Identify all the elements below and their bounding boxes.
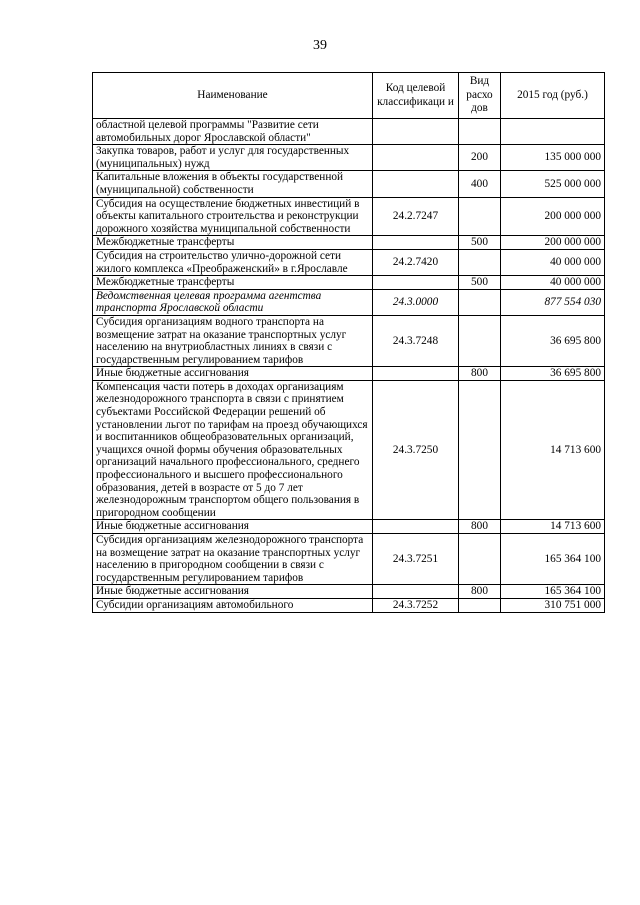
header-code: Код целевой классификаци и xyxy=(373,73,459,119)
cell-code xyxy=(373,367,459,381)
table-row xyxy=(93,585,605,599)
cell-kind xyxy=(459,249,501,275)
cell-amount: 310 751 000 xyxy=(501,598,605,612)
cell-amount: 135 000 000 xyxy=(501,145,605,171)
cell-name: Субсидии организациям автомобильного xyxy=(93,598,373,612)
cell-name: Компенсация части потерь в доходах организациям железнодорожного транспорта в связи с принятием субъектами Российской Федерации решений об установлении льгот по тарифам на проезд обучающихся и воспитанников общеобразовательных организаций, учащихся очной формы обучения образовательных организаций начального профессионального, среднего профессионального и высшего профессионального образования, детей в возрасте от 5 до 7 лет железнодорожным транспортом общего пользования в пригородном сообщении xyxy=(93,380,373,520)
cell-amount: 14 713 600 xyxy=(501,520,605,534)
cell-amount: 36 695 800 xyxy=(501,367,605,381)
table-row xyxy=(93,276,605,290)
cell-name: Иные бюджетные ассигнования xyxy=(93,585,373,599)
cell-name: Иные бюджетные ассигнования xyxy=(93,367,373,381)
cell-name: Закупка товаров, работ и услуг для государственных (муниципальных) нужд xyxy=(93,145,373,171)
table-row xyxy=(93,520,605,534)
cell-amount: 165 364 100 xyxy=(501,534,605,585)
table-row xyxy=(93,249,605,275)
table-row xyxy=(93,367,605,381)
cell-kind xyxy=(459,197,501,236)
cell-kind xyxy=(459,119,501,145)
cell-code: 24.2.7247 xyxy=(373,197,459,236)
table-row xyxy=(93,598,605,612)
cell-kind: 800 xyxy=(459,367,501,381)
cell-code: 24.2.7420 xyxy=(373,249,459,275)
cell-kind xyxy=(459,380,501,520)
cell-kind: 200 xyxy=(459,145,501,171)
cell-name: Субсидия на строительство улично-дорожной сети жилого комплекса «Преображенский» в г.Ярославле xyxy=(93,249,373,275)
cell-amount: 877 554 030 xyxy=(501,289,605,315)
table-row xyxy=(93,289,605,315)
cell-name: Межбюджетные трансферты xyxy=(93,236,373,250)
cell-kind: 800 xyxy=(459,585,501,599)
cell-amount: 14 713 600 xyxy=(501,380,605,520)
cell-code xyxy=(373,276,459,290)
table-row xyxy=(93,380,605,520)
cell-kind xyxy=(459,315,501,366)
cell-amount: 40 000 000 xyxy=(501,249,605,275)
cell-kind: 400 xyxy=(459,171,501,197)
cell-code xyxy=(373,236,459,250)
cell-amount: 200 000 000 xyxy=(501,236,605,250)
cell-name: Иные бюджетные ассигнования xyxy=(93,520,373,534)
table-row xyxy=(93,145,605,171)
cell-kind: 500 xyxy=(459,276,501,290)
header-name: Наименование xyxy=(93,73,373,119)
header-kind: Вид расхо дов xyxy=(459,73,501,119)
cell-kind: 800 xyxy=(459,520,501,534)
cell-code: 24.3.7251 xyxy=(373,534,459,585)
table-row xyxy=(93,315,605,366)
cell-name: Ведомственная целевая программа агентства транспорта Ярославской области xyxy=(93,289,373,315)
cell-code xyxy=(373,119,459,145)
budget-table xyxy=(92,72,605,613)
cell-name: Межбюджетные трансферты xyxy=(93,276,373,290)
cell-code: 24.3.7252 xyxy=(373,598,459,612)
table-row xyxy=(93,171,605,197)
cell-kind: 500 xyxy=(459,236,501,250)
cell-code: 24.3.7250 xyxy=(373,380,459,520)
table-row xyxy=(93,197,605,236)
table-header-row xyxy=(93,73,605,119)
cell-kind xyxy=(459,534,501,585)
cell-name: Субсидия организациям железнодорожного транспорта на возмещение затрат на оказание транспортных услуг населению в пригородном сообщении в связи с государственным регулированием тарифов xyxy=(93,534,373,585)
cell-code: 24.3.0000 xyxy=(373,289,459,315)
cell-amount xyxy=(501,119,605,145)
cell-name: Капитальные вложения в объекты государственной (муниципальной) собственности xyxy=(93,171,373,197)
table-body xyxy=(93,119,605,613)
cell-code: 24.3.7248 xyxy=(373,315,459,366)
cell-amount: 36 695 800 xyxy=(501,315,605,366)
table-row xyxy=(93,236,605,250)
table-row xyxy=(93,119,605,145)
cell-amount: 200 000 000 xyxy=(501,197,605,236)
cell-code xyxy=(373,520,459,534)
table-row xyxy=(93,534,605,585)
cell-kind xyxy=(459,289,501,315)
page-number: 39 xyxy=(313,38,327,53)
header-amount: 2015 год (руб.) xyxy=(501,73,605,119)
cell-amount: 40 000 000 xyxy=(501,276,605,290)
cell-code xyxy=(373,171,459,197)
cell-kind xyxy=(459,598,501,612)
cell-name: областной целевой программы "Развитие сети автомобильных дорог Ярославской области" xyxy=(93,119,373,145)
cell-amount: 525 000 000 xyxy=(501,171,605,197)
cell-name: Субсидия организациям водного транспорта на возмещение затрат на оказание транспортных услуг населению на внутриобластных линиях в связи с государственным регулированием тарифов xyxy=(93,315,373,366)
cell-code xyxy=(373,145,459,171)
cell-amount: 165 364 100 xyxy=(501,585,605,599)
cell-code xyxy=(373,585,459,599)
cell-name: Субсидия на осуществление бюджетных инвестиций в объекты капитального строительства и реконструкции дорожного хозяйства муниципальной собственности xyxy=(93,197,373,236)
